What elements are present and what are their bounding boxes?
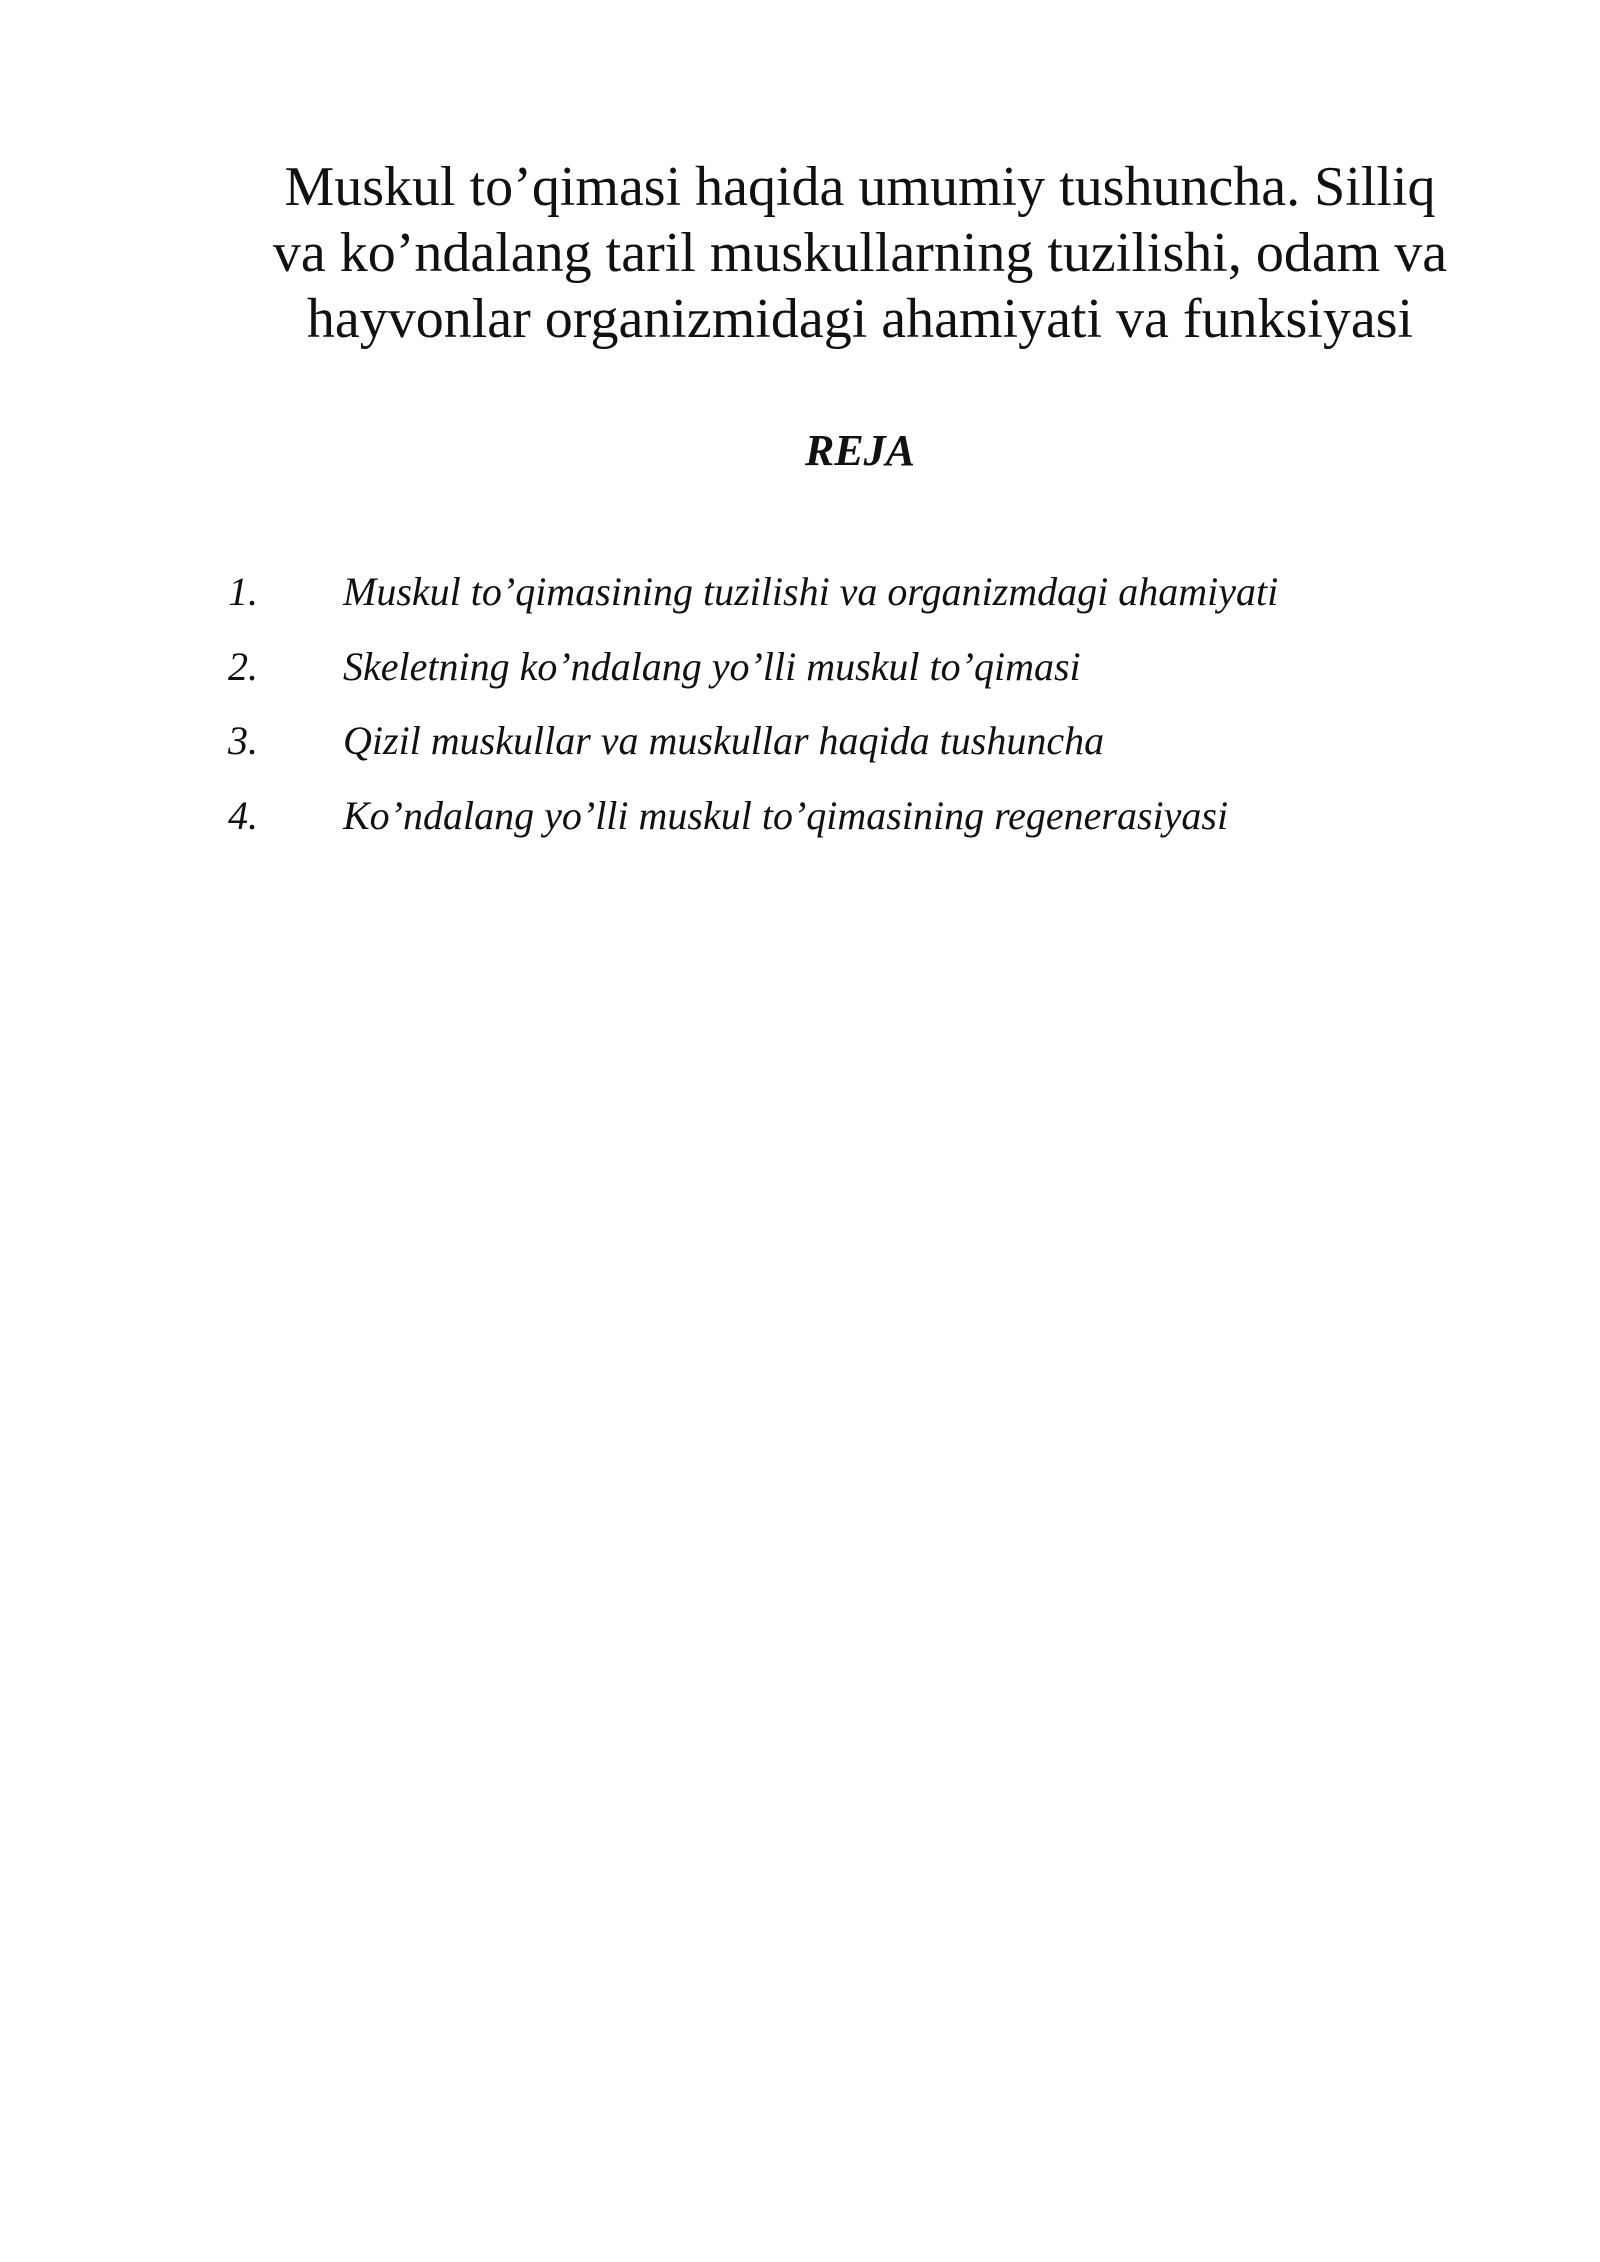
plan-item-text: Qizil muskullar va muskullar haqida tushuncha bbox=[343, 718, 1105, 763]
title-line: hayvonlar organizmidagi ahamiyati va funksiyasi bbox=[306, 288, 1414, 350]
title-line: Muskul to’qimasi haqida umumiy tushuncha. Silliq bbox=[284, 156, 1436, 218]
plan-item-number: 4. bbox=[228, 792, 258, 838]
plan-item-number: 2. bbox=[228, 643, 258, 689]
plan-item-text: Muskul to’qimasining tuzilishi va organizmdagi ahamiyati bbox=[343, 569, 1279, 614]
plan-item-text: Ko’ndalang yo’lli muskul to’qimasining regenerasiyasi bbox=[343, 792, 1229, 838]
plan-item-text: Skeletning ko’ndalang yo’lli muskul to’qimasi bbox=[343, 643, 1081, 689]
plan-heading: REJA bbox=[804, 426, 916, 475]
document-title bbox=[225, 154, 1495, 352]
plan-item-number: 3. bbox=[228, 718, 258, 763]
plan-item-number: 1. bbox=[228, 569, 258, 614]
title-line: va ko’ndalang taril muskullarning tuzilishi, odam va bbox=[272, 222, 1448, 284]
